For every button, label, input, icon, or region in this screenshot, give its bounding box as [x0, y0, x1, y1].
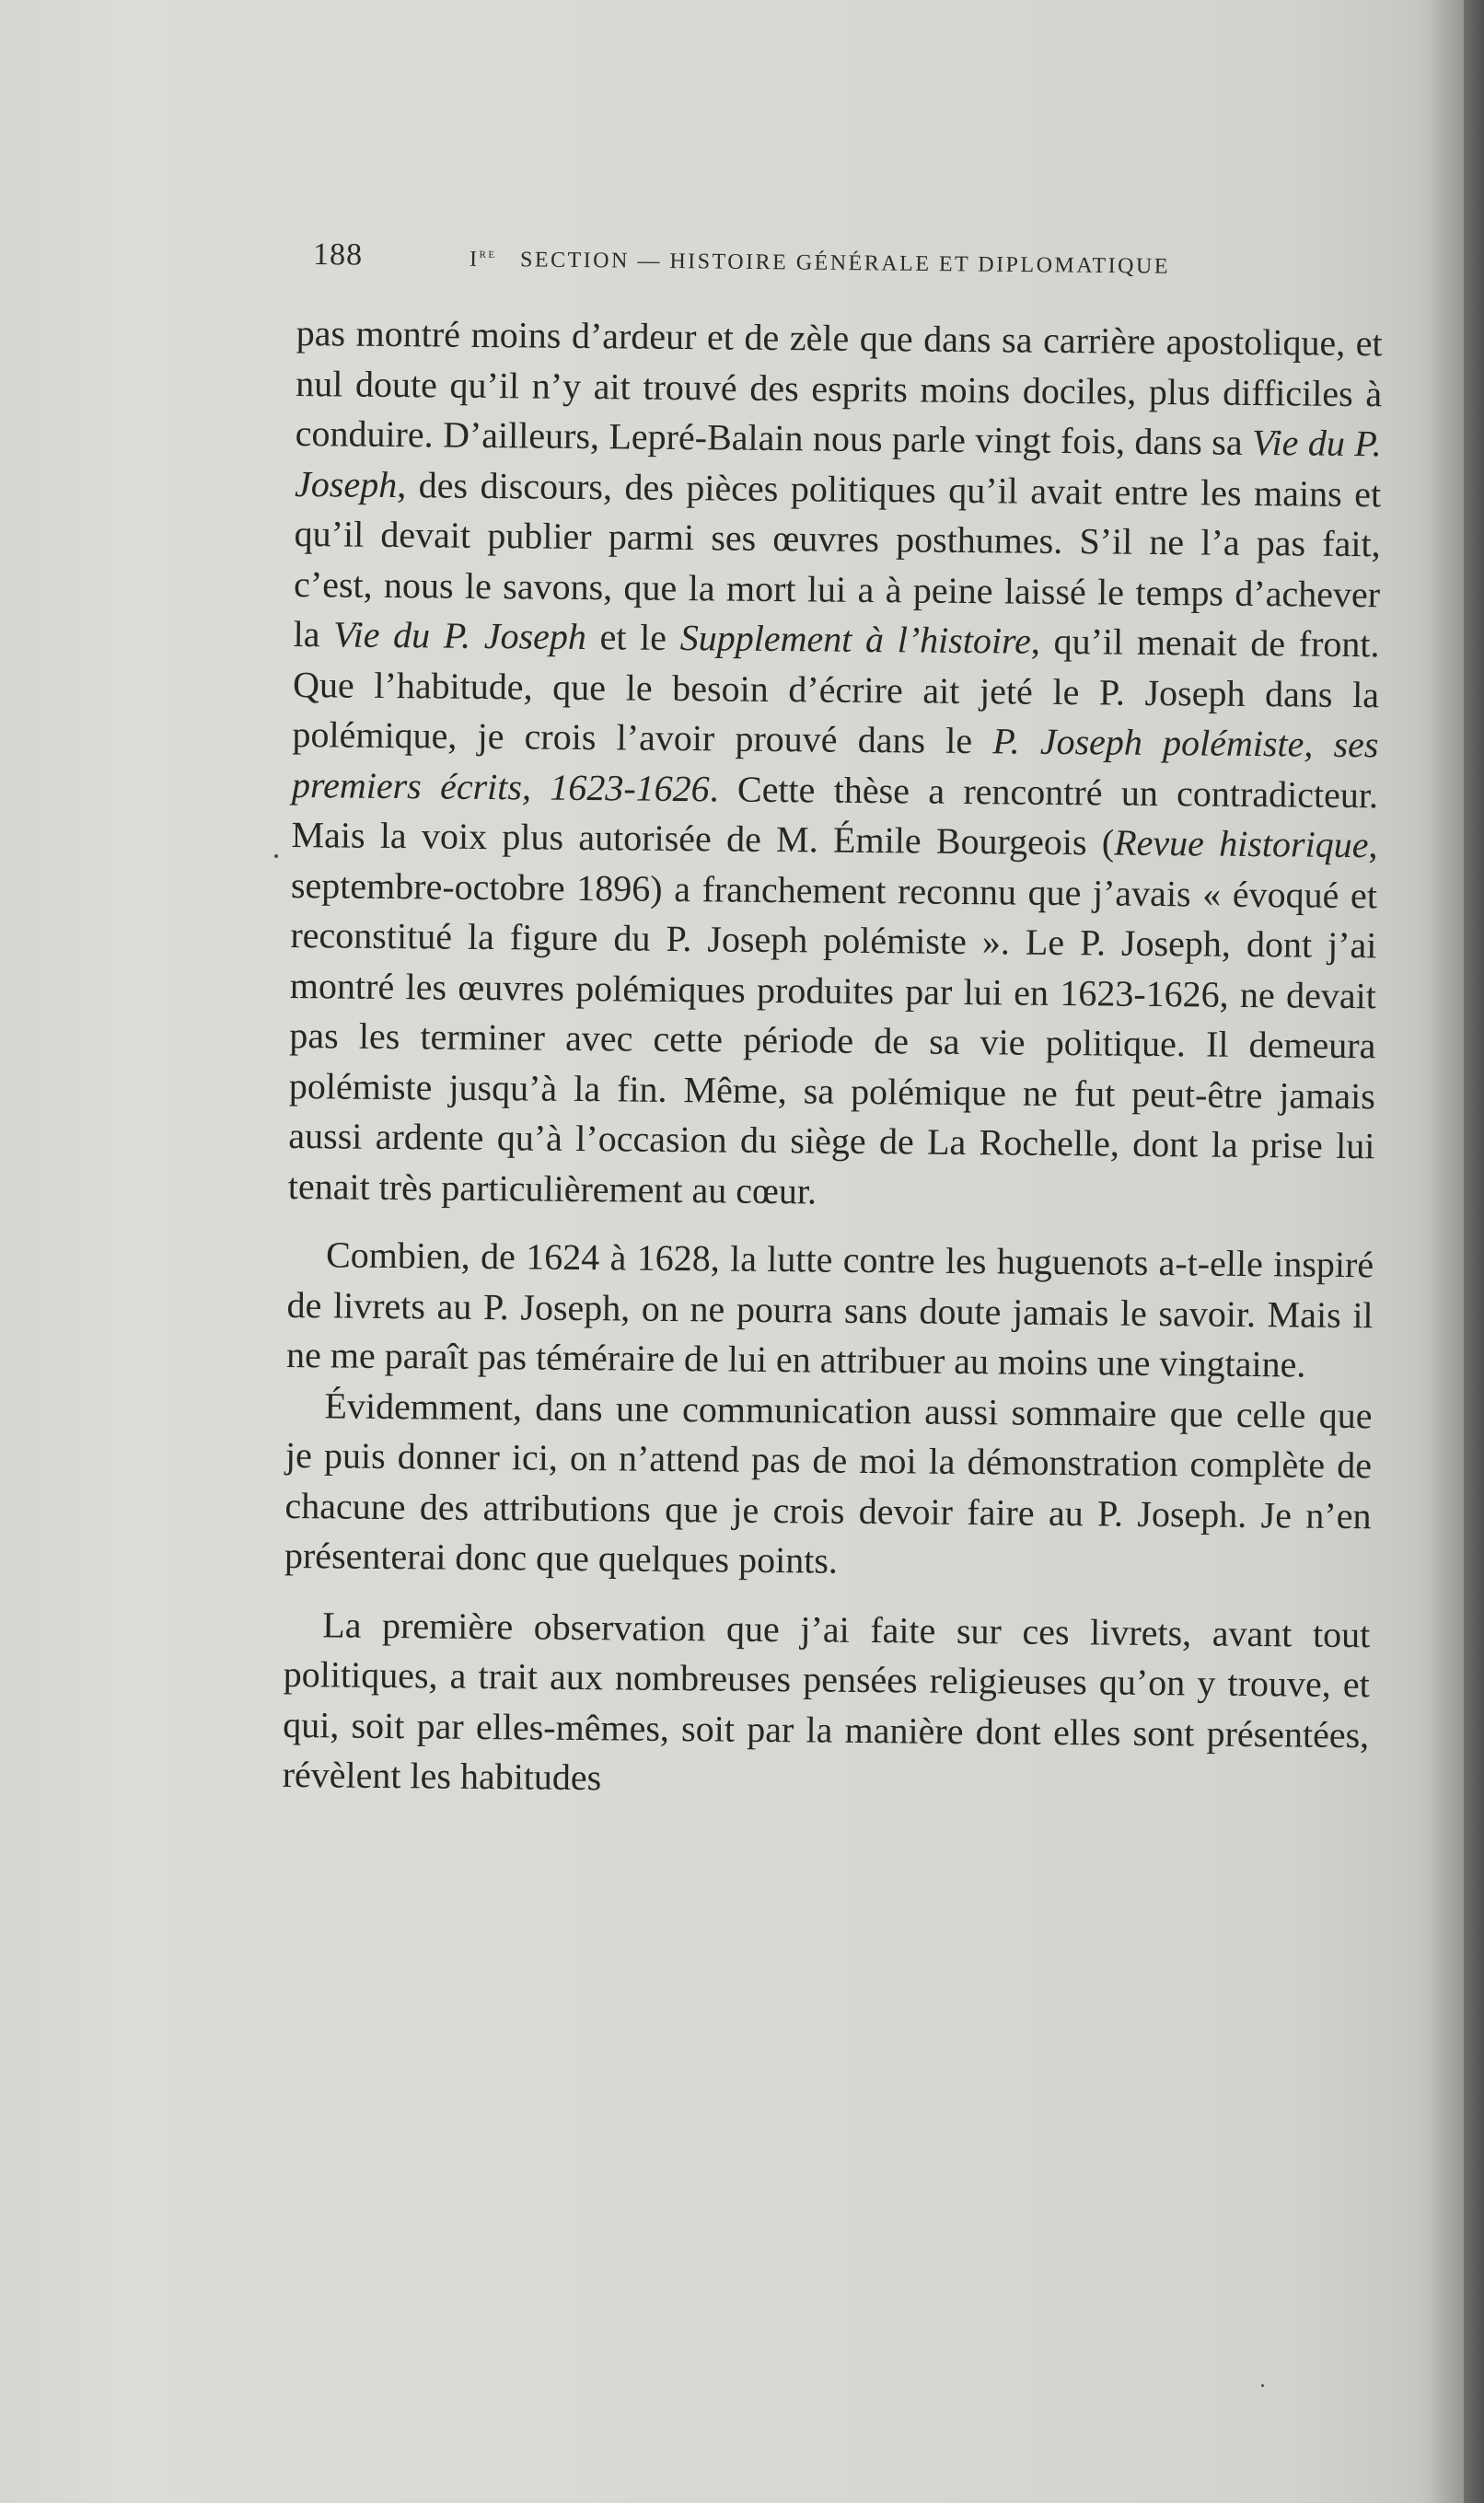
body-text [282, 308, 1383, 1811]
section-ordinal: I [469, 247, 480, 272]
text-run: , des discours, des pièces politiques qu’il avait entre les mains et qu’il devait publier parmi ses œuvres posthumes. S’il ne l’a pas fait, c’est, nous le savons, que la mort lui a à peine laissé le temps d’achever la [293, 463, 1382, 655]
text-run: , qu’il menait de front. Que l’habitude, que le besoin d’écrire ait jeté le P. Joseph dans la polémique, je crois l’avoir prouvé dans le [292, 620, 1380, 762]
section-ordinal-suffix: re [479, 246, 497, 262]
paragraph-3: Évidemment, dans une communication aussi sommaire que celle que je puis donner ici, on n’attend pas de moi la démonstration complète de chacune des attributions que je crois devoir faire au P. Joseph. Je n’en présenterai donc que quelques points. [284, 1384, 1373, 1582]
paragraph-1 [288, 308, 1383, 1222]
page-number: 188 [312, 238, 364, 272]
text-run: et le [585, 616, 680, 659]
running-head-title [470, 247, 1170, 280]
paper-speck [1261, 2384, 1264, 2387]
text-run: . Cette thèse a rencontré un contradicteur. Mais la voix plus autorisée de M. Émile Bourgeois ( [291, 767, 1379, 863]
italic-title: P. Joseph polémiste, ses premiers écrits, 1623-1626 [291, 720, 1379, 809]
paper-speck [274, 854, 278, 858]
binding-shadow [1427, 0, 1464, 2503]
text-run: , septembre-octobre 1896) a franchement reconnu que j’avais « évoqué et reconstitué la figure du P. Joseph polémiste ». Le P. Joseph, dont j’ai montré les œuvres polémiques produites par lui en 1623-1626, ne devait pas les terminer avec cette période de sa vie politique. Il demeura polémiste jusqu’à la fin. Même, sa polémique ne fut peut-être jamais aussi ardente qu’à l’occasion du siège de La Rochelle, dont la prise lui tenait très particulièrement au cœur. [287, 824, 1378, 1211]
paragraph-2: Combien, de 1624 à 1628, la lutte contre les huguenots a-t-elle inspiré de livrets au P. Joseph, on ne pourra sans doute jamais le savoir. Mais il ne me paraît pas téméraire de lui en attribuer au moins une vingtaine. [285, 1234, 1374, 1385]
italic-title: Revue historique [1114, 821, 1369, 866]
scan-edge [1464, 0, 1484, 2503]
italic-title: Vie du P. Joseph [294, 421, 1382, 505]
section-title: SECTION — HISTOIRE GÉNÉRALE ET DIPLOMATIQUE [519, 248, 1171, 279]
text-run: pas montré moins d’ardeur et de zèle que dans sa carrière apostolique, et nul doute qu’il n’y ait trouvé des esprits moins dociles, plus difficiles à conduire. D’ailleurs, Lepré-Balain nous parle vingt fois, dans sa [295, 311, 1383, 463]
italic-title: Vie du P. Joseph [332, 613, 587, 658]
running-header [313, 238, 1234, 293]
paragraph-4: La première observation que j’ai faite sur ces livrets, avant tout politiques, a trait aux nombreuses pensées religieuses qu’on y trouve, et qui, soit par elles-mêmes, soit par la manière dont elles sont présentées, révèlent les habitudes [282, 1603, 1371, 1799]
italic-title: Supplement à l’histoire [679, 617, 1032, 662]
